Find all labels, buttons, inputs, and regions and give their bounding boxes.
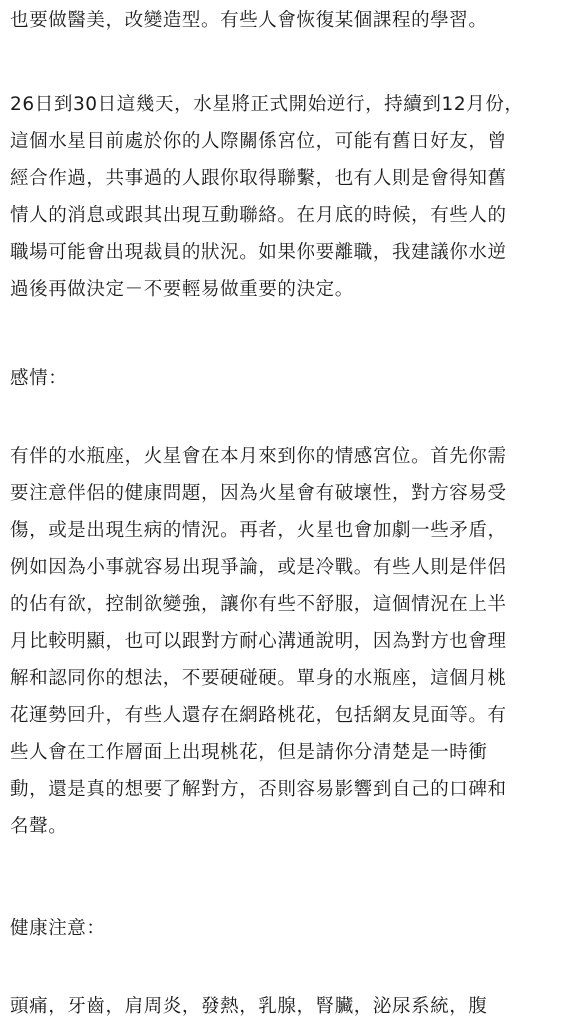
text-line: 動，還是真的想要了解對方，否則容易影響到自己的口碑和: [10, 779, 507, 800]
text-line: 月比較明顯，也可以跟對方耐心溝通說明，因為對方也會理: [10, 631, 507, 652]
health-heading: [10, 910, 106, 947]
intro-paragraph: [10, 2, 488, 39]
love-heading: [10, 360, 67, 397]
text-line: 要注意伴侶的健康問題，因為火星會有破壞性，對方容易受: [10, 483, 507, 504]
section-heading: 健康注意：: [10, 918, 106, 939]
text-line: 花運勢回升，有些人還存在網路桃花，包括網友見面等。有: [10, 705, 507, 726]
text-line: 職場可能會出現裁員的狀況。如果你要離職，我建議你水逆: [10, 242, 507, 263]
text-line: 些人會在工作層面上出現桃花，但是請你分清楚是一時衝: [10, 742, 488, 763]
text-line: 也要做醫美，改變造型。有些人會恢復某個課程的學習。: [10, 10, 488, 31]
section-heading: 感情：: [10, 368, 68, 389]
career-paragraph: [10, 86, 524, 308]
text-line: 的佔有欲，控制欲變強，讓你有些不舒服，這個情況在上半: [10, 594, 507, 615]
text-line: 經合作過，共事過的人跟你取得聯繫，也有人則是會得知舊: [10, 168, 507, 189]
text-line: 有伴的水瓶座，火星會在本月來到你的情感宮位。首先你需: [10, 446, 507, 467]
text-line: 情人的消息或跟其出現互動聯絡。在月底的時候，有些人的: [10, 205, 507, 226]
text-line: 26日到30日這幾天，水星將正式開始逆行，持續到12月份，: [10, 94, 524, 115]
text-line: 頭痛，牙齒，肩周炎，發熱，乳腺，腎臟，泌尿系統，腹: [10, 996, 488, 1017]
text-line: 名聲。: [10, 816, 68, 837]
text-line: 傷，或是出現生病的情況。再者，火星也會加劇一些矛盾，: [10, 520, 507, 541]
love-paragraph: [10, 438, 507, 845]
health-paragraph: [10, 988, 488, 1025]
text-line: 例如因為小事就容易出現爭論，或是冷戰。有些人則是伴侶: [10, 557, 507, 578]
text-line: 這個水星目前處於你的人際關係宮位，可能有舊日好友，曾: [10, 131, 507, 152]
text-line: 過後再做決定－不要輕易做重要的決定。: [10, 279, 354, 300]
text-line: 解和認同你的想法，不要硬碰硬。單身的水瓶座，這個月桃: [10, 668, 507, 689]
